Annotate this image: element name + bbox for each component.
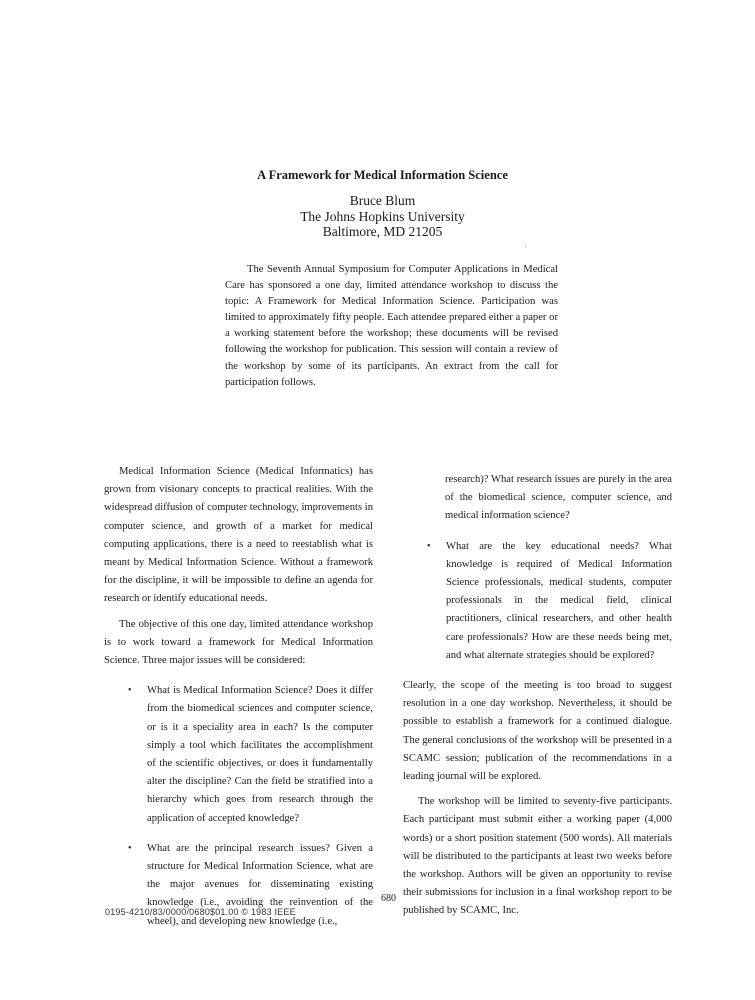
author-affiliation: The Johns Hopkins University (300, 209, 465, 224)
abstract (225, 262, 558, 391)
author-location: Baltimore, MD 21205 (322, 224, 443, 239)
bullet-text: research)? What research issues are purely in the area of the biomedical science, computer science, and medical information science? (445, 474, 672, 522)
scope-paragraph: Clearly, the scope of the meeting is too broad to suggest resolution in a one day workshop. Nevertheless, it should be possible to establish a framework for a continued dialogue. The general conclusions of the workshop will be presented in a SCAMC session; publication of the recommendations in a leading journal will be explored. (403, 680, 672, 783)
objective-paragraph: The objective of this one day, limited attendance workshop is to work toward a framework for Medical Information Science. Three major issues will be considered: (104, 618, 373, 667)
bullet-item-research (104, 840, 373, 931)
bullet-text: What are the principal research issues? Given a structure for Medical Information Science, what are the major avenues for disseminating existing knowledge (i.e., avoiding the reinvention of the wheel), and developing new knowledge (i.e., (147, 842, 373, 927)
bullet-icon: • (128, 842, 132, 854)
scan-speck (525, 246, 526, 247)
participation-paragraph: The workshop will be limited to seventy-five participants. Each participant must submit either a working paper (4,000 words) or a short position statement (500 words). All materials will be distributed to the participants at least two weeks before the workshop. Authors will be given an opportunity to revise their submissions for inclusion in a final workshop report to be published by SCAMC, Inc. (403, 796, 672, 917)
right-column (403, 471, 672, 921)
page-number: 680 (381, 893, 396, 904)
bullet-text: What are the key educational needs? What knowledge is required of Medical Information Science professionals, medical students, computer professionals in the medical field, clinical practitioners, clinical researchers, and other health care professionals? How are these needs being met, and what alternate strategies should be explored? (446, 540, 672, 661)
bullet-icon: • (427, 540, 431, 552)
paper-title: A Framework for Medical Information Science (257, 168, 508, 182)
bullet-text: What is Medical Information Science? Does it differ from the biomedical sciences and computer science, or is it a speciality area in each? Is the computer simply a tool which facilitates the accomplishment of the scientific objectives, or does it fundamentally alter the discipline? Can the field be stratified into a hierarchy which goes from research through the application of accepted knowledge? (147, 685, 373, 824)
bullet-item-education (403, 538, 672, 665)
abstract-text: The Seventh Annual Symposium for Computer Applications in Medical Care has sponsored a one day, limited attendance workshop to discuss the topic: A Framework for Medical Information Science. Participation was limited to approximately fifty people. Each attendee prepared either a paper or a working statement before the workshop; these documents will be revised following the workshop for publication. This session will contain a review of the workshop by some of its participants. An extract from the call for participation follows. (225, 264, 558, 388)
left-column (104, 463, 373, 931)
intro-paragraph: Medical Information Science (Medical Informatics) has grown from visionary concepts to practical realities. With the widespread diffusion of computer technology, improvements in computer science, and growth of a market for medical computing applications, there is a need to reestablish what is meant by Medical Information Science. Without a framework for the discipline, it will be impossible to define an agenda for research or identify educational needs. (104, 466, 373, 605)
bullet-item-research-continued (403, 471, 672, 526)
bullet-icon: • (128, 685, 132, 697)
author-name: Bruce Blum (349, 193, 416, 208)
copyright-footer: 0195-4210/83/0000/0680$01.00 © 1983 IEEE (105, 907, 296, 917)
bullet-item-definition (104, 682, 373, 828)
